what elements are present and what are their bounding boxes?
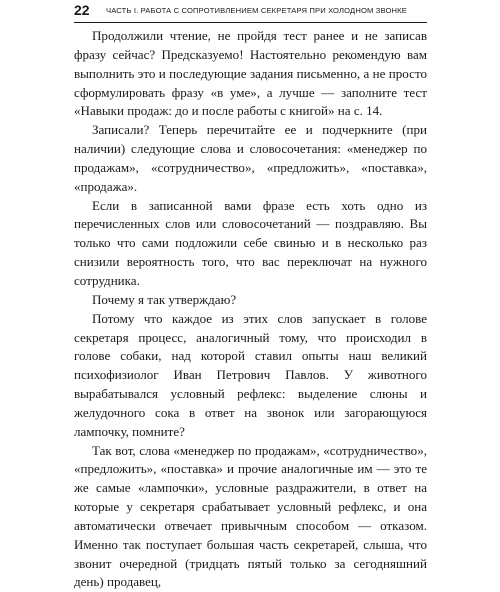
page-number: 22 [74,2,90,18]
paragraph: Если в записанной вами фразе есть хоть одно из перечисленных слов или словосочетаний — поздравляю. Вы только что сами подложили себе свинью и в несколько раз снизили вероятность того, что вас переключат на нужного сотрудника. [74,197,427,288]
running-head: ЧАСТЬ I. РАБОТА С СОПРОТИВЛЕНИЕМ СЕКРЕТАРЯ ПРИ ХОЛОДНОМ ЗВОНКЕ [106,5,407,15]
page-header [74,2,427,23]
paragraph: Потому что каждое из этих слов запускает в голове секретаря процесс, аналогичный тому, что происходил в голове собаки, над которой ставил опыты наш великий психофизиолог Иван Петрович Павлов. У животного вырабатывался условный рефлекс: выделение слюны и желудочного сока в ответ на звонок или загорающуюся лампочку, помните? [74,310,427,439]
paragraph: Продолжили чтение, не пройдя тест ранее и не записав фразу сейчас? Предсказуемо! Настоятельно рекомендую вам выполнить это и последующие задания письменно, а не просто сформулировать фразу «в уме», а лучше — заполните тест «Навыки продаж: до и после работы с книгой» на с. 14. [74,28,427,119]
paragraph: Почему я так утверждаю? [92,291,237,307]
paragraph: Так вот, слова «менеджер по продажам», «сотрудничество», «предложить», «поставка» и прочие аналогичные им — это те же самые «лампочки», условные раздражители, в ответ на которые у секретаря срабатывает условный рефлекс, и она автоматически отвечает привычным способом — отказом. Именно так поступает большая часть секретарей, слыша, что звонит очередной (тридцать пятый только за сегодняшний день) продавец, [74,442,427,590]
body-text [74,27,427,592]
paragraph: Записали? Теперь перечитайте ее и подчеркните (при наличии) следующие слова и словосочетания: «менеджер по продажам», «сотрудничество», «предложить», «поставка», «продажа». [74,122,427,194]
